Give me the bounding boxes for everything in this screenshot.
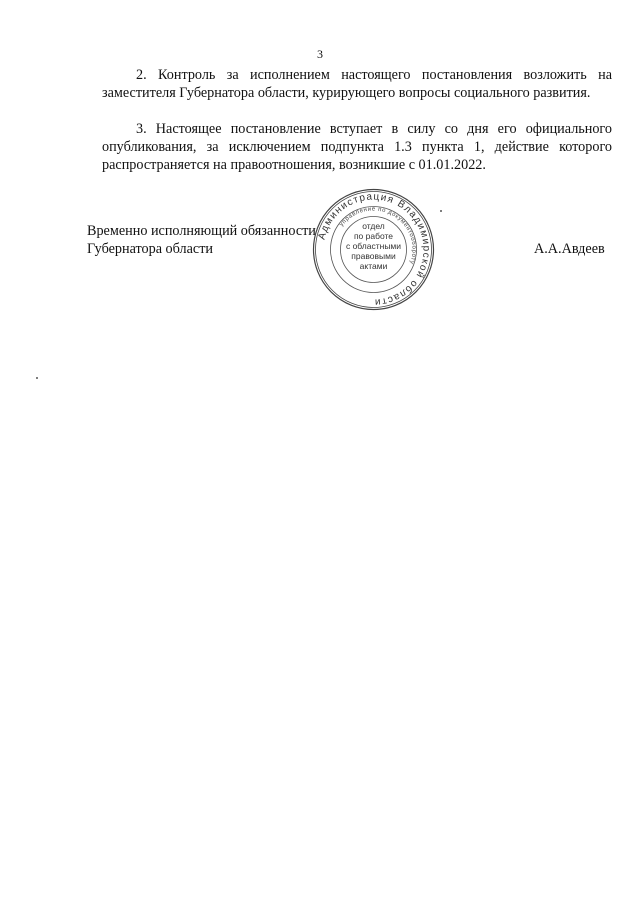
- scan-speck: [36, 377, 38, 379]
- paragraph-2: [102, 66, 612, 102]
- signatory-name: А.А.Авдеев: [534, 241, 605, 257]
- stamp-center-line: с областными: [345, 241, 402, 251]
- stamp-center-line: по работе: [353, 231, 394, 241]
- stamp-center-line: правовыми: [351, 251, 396, 261]
- stamp-center-line: актами: [359, 261, 388, 271]
- paragraph-3: [102, 120, 612, 174]
- paragraph-2-text: 2. Контроль за исполнением настоящего постановления возложить на заместителя Губернатора области, курирующего вопросы социального развития.: [102, 67, 612, 101]
- stamp-outer-text: Администрация Владимирской области: [316, 191, 432, 308]
- signatory-title-line2: Губернатора области: [87, 241, 213, 257]
- stamp-inner-text: управление по документообороту: [338, 206, 417, 266]
- official-stamp: [311, 187, 436, 312]
- signatory-title-line1: Временно исполняющий обязанности: [87, 223, 316, 239]
- page-number: 3: [317, 47, 323, 61]
- stamp-center-line: отдел: [362, 221, 385, 231]
- scan-speck: [440, 210, 442, 212]
- stamp-center-text: [311, 221, 436, 271]
- signatory-title: [87, 222, 316, 258]
- paragraph-3-text: 3. Настоящее постановление вступает в силу со дня его официального опубликования, за исключением подпункта 1.3 пункта 1, действие которого распространяется на правоотношения, возникшие с 01.01.2022.: [102, 121, 612, 173]
